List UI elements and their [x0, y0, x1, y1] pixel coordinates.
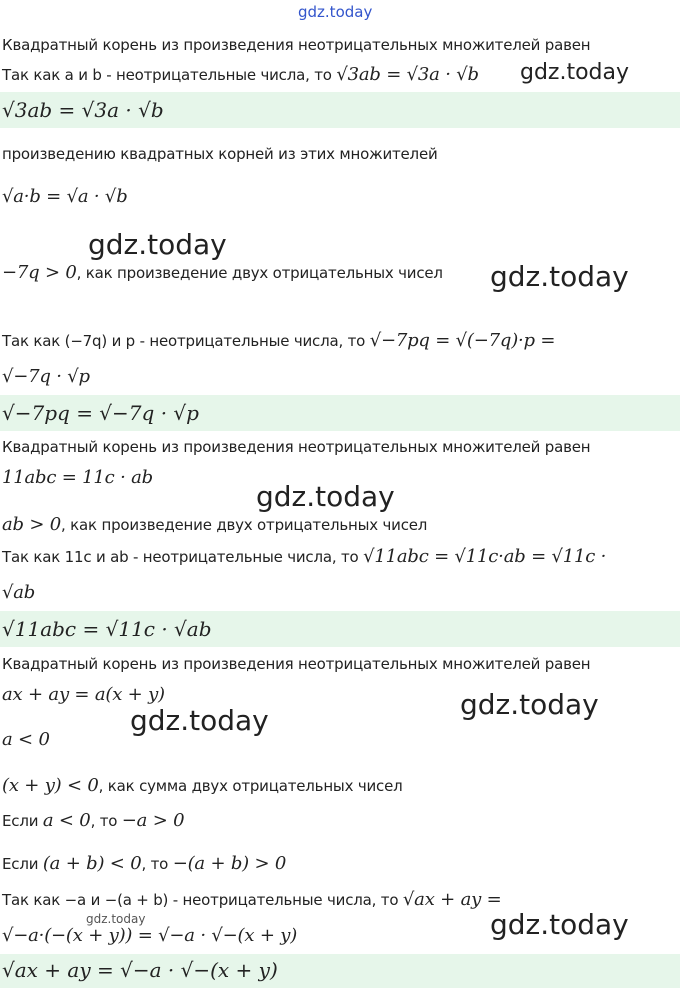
watermark: gdz.today — [88, 228, 227, 261]
text-line — [2, 514, 427, 535]
watermark: gdz.today — [460, 688, 599, 721]
highlight-band — [0, 611, 680, 647]
watermark: gdz.today — [490, 260, 629, 293]
text-line — [2, 810, 184, 831]
math-expression: √−7pq = √−7q · √p — [2, 401, 199, 425]
math-expression: 11abc = 11c · ab — [2, 467, 153, 488]
watermark: gdz.today — [130, 704, 269, 737]
math-expression: √a·b = √a · √b — [2, 186, 128, 207]
math-expression: √3ab = √3a · √b — [2, 98, 164, 122]
math-expression: −a > 0 — [121, 810, 185, 831]
highlight-band — [0, 92, 680, 128]
math-expression: (a + b) < 0 — [42, 853, 142, 874]
math-expression: −7q > 0 — [2, 262, 77, 283]
text-line — [2, 775, 403, 796]
text-line — [2, 64, 479, 85]
math-expression: √ax + ay = — [402, 889, 502, 910]
text-line-label: Так как −a и −(a + b) - неотрицательные числа, то — [2, 891, 399, 909]
text-line-label: Так как a и b - неотрицательные числа, то — [2, 66, 332, 84]
text-line-label: , как произведение двух отрицательных чисел — [76, 264, 443, 282]
text-line — [2, 546, 606, 567]
text-line: Квадратный корень из произведения неотрицательных множителей равен — [2, 36, 591, 54]
highlight-band — [0, 395, 680, 431]
watermark: gdz.today — [256, 480, 395, 513]
text-line-label: , то — [90, 812, 118, 830]
math-expression: √3ab = √3a · √b — [336, 64, 479, 85]
text-line-label: , то — [141, 855, 169, 873]
math-expression: √−7pq = √(−7q)·p = — [369, 330, 556, 351]
math-expression: √11abc = √11c·ab = √11c · — [363, 546, 607, 567]
math-expression: √ab — [2, 582, 36, 603]
math-expression: ab > 0 — [2, 514, 62, 535]
text-line: Квадратный корень из произведения неотрицательных множителей равен — [2, 438, 591, 456]
text-line-label: Если — [2, 855, 39, 873]
text-line-label: Так как 11c и ab - неотрицательные числа, то — [2, 548, 359, 566]
text-line — [2, 262, 443, 283]
text-line: Квадратный корень из произведения неотрицательных множителей равен — [2, 655, 591, 673]
text-line — [2, 889, 501, 910]
text-line: произведению квадратных корней из этих множителей — [2, 145, 438, 163]
math-expression: √ax + ay = √−a · √−(x + y) — [2, 958, 278, 982]
math-expression: √−7q · √p — [2, 366, 90, 387]
text-line-label: Если — [2, 812, 39, 830]
watermark: gdz.today — [520, 60, 630, 85]
math-expression: √11abc = √11c · √ab — [2, 617, 212, 641]
math-expression: a < 0 — [2, 729, 50, 750]
watermark-top: gdz.today — [298, 3, 373, 21]
text-line-label: , как произведение двух отрицательных чисел — [61, 516, 428, 534]
text-line — [2, 330, 555, 351]
highlight-band — [0, 954, 680, 988]
text-line-label: Так как (−7q) и p - неотрицательные числа, то — [2, 332, 366, 350]
math-expression: √−a·(−(x + y)) = √−a · √−(x + y) — [2, 925, 298, 946]
watermark: gdz.today — [86, 912, 146, 926]
text-line — [2, 853, 286, 874]
text-line-label: , как сумма двух отрицательных чисел — [98, 777, 403, 795]
math-expression: ax + ay = a(x + y) — [2, 684, 165, 705]
math-expression: (x + y) < 0 — [2, 775, 99, 796]
math-expression: −(a + b) > 0 — [172, 853, 287, 874]
math-expression: a < 0 — [42, 810, 91, 831]
watermark: gdz.today — [490, 908, 629, 941]
